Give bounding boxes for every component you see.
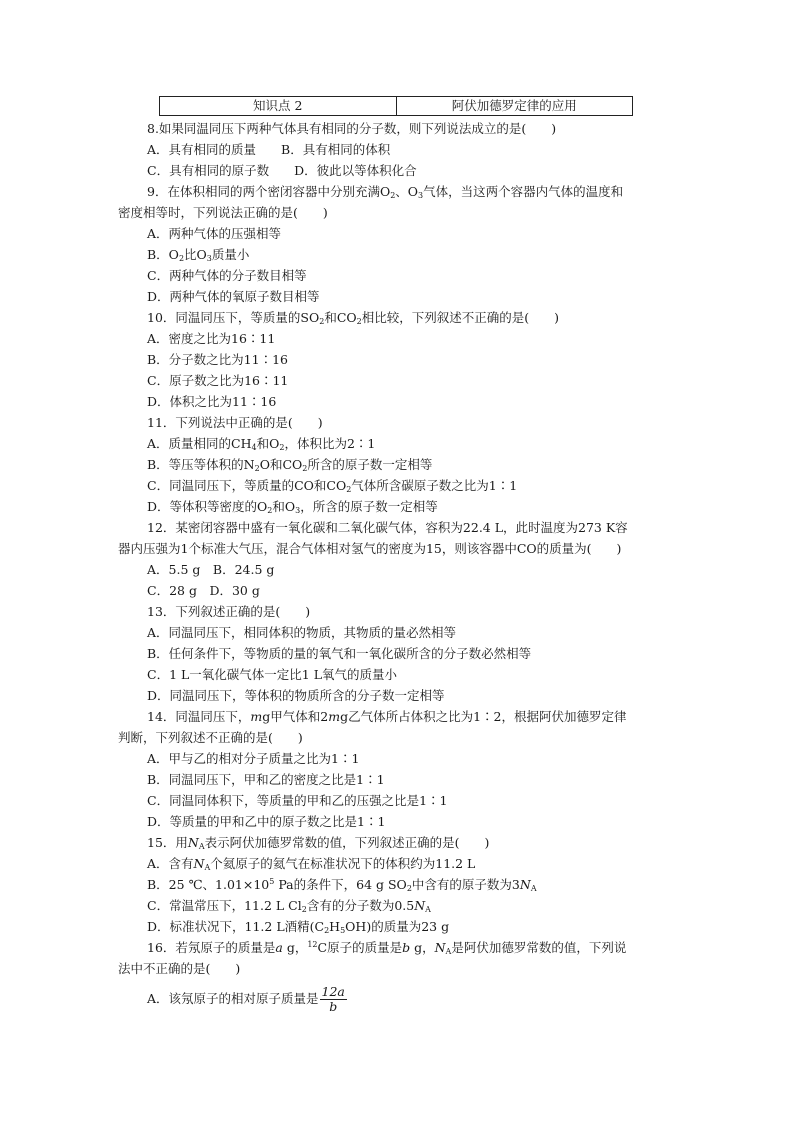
knowledge-point-table (159, 96, 633, 116)
q12-stem: 12．某密闭容器中盛有一氧化碳和二氧化碳气体，容积为22.4 L，此时温度为273 K容 (147, 520, 628, 535)
q9-option-a: A．两种气体的压强相等 (147, 226, 282, 241)
q10-option-d: D．体积之比为11∶16 (147, 394, 277, 409)
q11-option-d: D．等体积等密度的$O_2$和$O_3$，所含的原子数一定相等 (147, 499, 438, 515)
q14-option-a: A．甲与乙的相对分子质量之比为1∶1 (147, 751, 360, 766)
q8-options-cd: C．具有相同的原子数 D．彼此以等体积化合 (147, 163, 417, 178)
q11-option-b: B．等压等体积的$N_2O$和$CO_2$所含的原子数一定相等 (147, 457, 433, 473)
q14-option-d: D．等质量的甲和乙中的原子数之比是1∶1 (147, 814, 386, 829)
q13-option-c: C．1 L一氧化碳气体一定比1 L氧气的质量小 (147, 667, 398, 682)
q16-stem: 16．若氖原子的质量是a g，$^{12}$C原子的质量是b g，$N_A$是阿伏加德罗常数的值，下列说 (147, 940, 627, 956)
q16-option-a: A．该氖原子的相对原子质量是 $\frac{12a}{b}$ (147, 984, 345, 1014)
q14-stem-cont: 判断，下列叙述不正确的是( ) (118, 730, 303, 745)
q15-option-d: D．标准状况下，11.2 L酒精$(C_2H_5OH)$的质量为23 g (147, 919, 450, 935)
q12-options-cd: C．28 g D．30 g (147, 583, 260, 598)
q15-option-c: C．常温常压下，11.2 L $Cl_2$含有的分子数为$0.5N_A$ (147, 898, 431, 914)
q10-option-c: C．原子数之比为16∶11 (147, 373, 289, 388)
q11-option-a: A．质量相同的$CH_4$和$O_2$，体积比为2∶1 (147, 436, 376, 452)
q13-option-a: A．同温同压下，相同体积的物质，其物质的量必然相等 (147, 625, 457, 640)
q15-option-b: B．25 ℃、$1.01\times 10^5$ Pa的条件下，64 g $SO_2$中含有的原子数为$3N_A$ (147, 877, 537, 893)
q10-option-a: A．密度之比为16∶11 (147, 331, 276, 346)
q9-stem: 9．在体积相同的两个密闭容器中分别充满$O_2$、$O_3$气体，当这两个容器内气体的温度和 (147, 184, 624, 200)
q15-stem: 15．用$N_A$表示阿伏加德罗常数的值，下列叙述正确的是( ) (147, 835, 490, 851)
q8-stem: 8.如果同温同压下两种气体具有相同的分子数，则下列说法成立的是( ) (147, 121, 557, 136)
q9-option-b: B．$O_2$比$O_3$质量小 (147, 247, 250, 263)
q9-stem-cont: 密度相等时，下列说法正确的是( ) (118, 205, 328, 220)
q14-option-c: C．同温同体积下，等质量的甲和乙的压强之比是1∶1 (147, 793, 448, 808)
q10-stem: 10．同温同压下，等质量的$SO_2$和$CO_2$相比较，下列叙述不正确的是( ) (147, 310, 559, 326)
q10-option-b: B．分子数之比为11∶16 (147, 352, 288, 367)
q11-option-c: C．同温同压下，等质量的CO和$CO_2$气体所含碳原子数之比为1∶1 (147, 478, 518, 494)
q12-stem-cont: 器内压强为1个标准大气压，混合气体相对氢气的密度为15，则该容器中CO的质量为( ) (118, 541, 622, 556)
question-list (118, 118, 640, 1014)
q16-stem-cont: 法中不正确的是( ) (118, 961, 241, 976)
q13-stem: 13．下列叙述正确的是( ) (147, 604, 311, 619)
q13-option-d: D．同温同压下，等体积的物质所含的分子数一定相等 (147, 688, 445, 703)
q15-option-a: A．含有$N_A$个氦原子的氦气在标准状况下的体积约为11.2 L (147, 856, 476, 872)
knowledge-point-number: 知识点 2 (253, 97, 303, 113)
knowledge-point-topic: 阿伏加德罗定律的应用 (396, 97, 633, 115)
q12-options-ab: A．5.5 g B．24.5 g (147, 562, 275, 577)
q11-stem: 11．下列说法中正确的是( ) (147, 415, 323, 430)
q9-option-d: D．两种气体的氧原子数目相等 (147, 289, 320, 304)
q13-option-b: B．任何条件下，等物质的量的氧气和一氧化碳所含的分子数必然相等 (147, 646, 532, 661)
relative-mass-fraction: $\frac{12a}{b}$ (321, 984, 345, 1014)
q14-stem: 14．同温同压下，mg甲气体和2mg乙气体所占体积之比为1∶2，根据阿伏加德罗定律 (147, 709, 627, 724)
q8-options-ab: A．具有相同的质量 B．具有相同的体积 (147, 142, 391, 157)
q14-option-b: B．同温同压下，甲和乙的密度之比是1∶1 (147, 772, 385, 787)
q9-option-c: C．两种气体的分子数目相等 (147, 268, 307, 283)
